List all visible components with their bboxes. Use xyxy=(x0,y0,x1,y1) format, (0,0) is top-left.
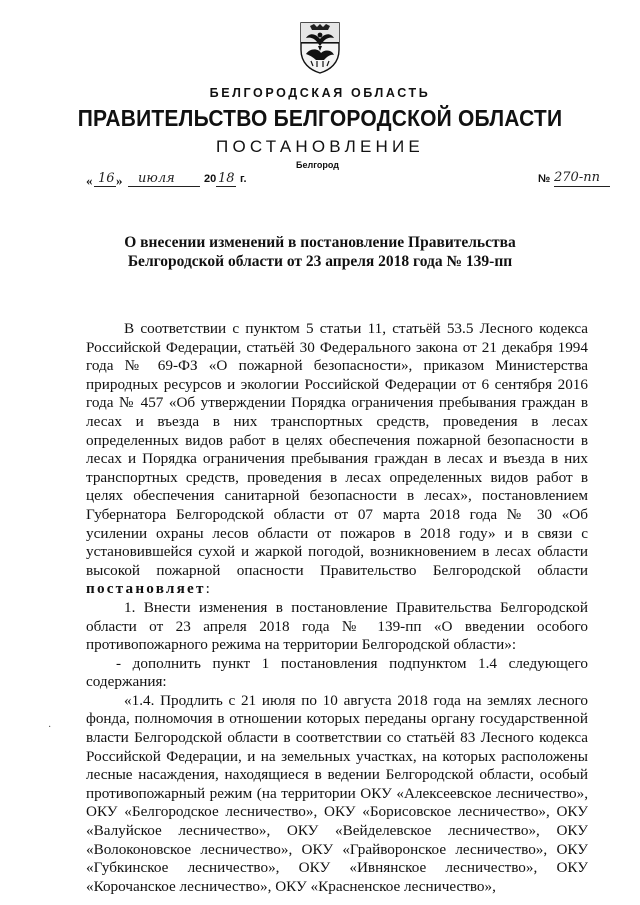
decree-colon: : xyxy=(205,580,210,598)
preamble-paragraph xyxy=(86,320,588,599)
number-value: 270-пп xyxy=(554,170,600,185)
government-name: ПРАВИТЕЛЬСТВО БЕЛГОРОДСКОЙ ОБЛАСТИ xyxy=(77,106,563,132)
date-month-underline xyxy=(128,186,200,187)
date-year-prefix: 20 xyxy=(204,173,217,185)
document-body xyxy=(86,320,588,896)
date-day-underline xyxy=(94,186,116,187)
city-name: Белгород xyxy=(296,160,339,170)
date-year-mark: г. xyxy=(240,173,247,185)
number-sign: № xyxy=(538,173,551,185)
date-year-suffix: 18 xyxy=(218,171,235,186)
coat-of-arms-emblem xyxy=(298,20,342,74)
date-open-quote: « xyxy=(86,173,93,188)
item-1-paragraph: 1. Внести изменения в постановление Правительства Белгородской области от 23 апреля 2018 года № 139-пп «О введении особого противопожарного режима на территории Белгородской области»: xyxy=(86,598,588,654)
region-name: БЕЛГОРОДСКАЯ ОБЛАСТЬ xyxy=(209,86,431,100)
margin-mark: · xyxy=(48,722,52,733)
decree-word: постановляет xyxy=(86,580,206,598)
date-day: 16 xyxy=(98,171,115,186)
date-year-underline xyxy=(216,186,236,187)
title-line-1: О внесении изменений в постановление Правительства xyxy=(124,234,516,251)
date-month: июля xyxy=(138,171,175,186)
item-1-sub-paragraph: - дополнить пункт 1 постановления подпунктом 1.4 следующего содержания: xyxy=(86,654,588,691)
number-underline xyxy=(554,186,610,187)
document-type: ПОСТАНОВЛЕНИЕ xyxy=(216,137,424,156)
document-date xyxy=(86,172,556,190)
document-title xyxy=(0,233,640,271)
item-1-4-paragraph: «1.4. Продлить с 21 июля по 10 августа 2018 года на землях лесного фонда, полномочия в отношении которых переданы органу государственной власти Белгородской области в соответствии со статьёй 83 Лесного кодекса Российской Федерации, и на земельных участках, на которых расположены лесные насаждения, находящиеся в ведении Белгородской области, особый противопожарный режим (на территории ОКУ «Алексеевское лесничество», ОКУ «Белгородское лесничество», ОКУ «Борисовское лесничество», ОКУ «Валуйское лесничество», ОКУ «Вейделевское лесничество», ОКУ «Волоконовское лесничество», ОКУ «Грайворонское лесничество», ОКУ «Губкинское лесничество», ОКУ «Ивнянское лесничество», ОКУ «Корочанское лесничество», ОКУ «Красненское лесничество», xyxy=(86,691,588,895)
title-line-2: Белгородской области от 23 апреля 2018 года № 139-пп xyxy=(127,253,513,270)
date-close-quote: » xyxy=(116,173,123,188)
preamble-text: В соответствии с пунктом 5 статьи 11, статьёй 53.5 Лесного кодекса Российской Федерации, статьёй 30 Федерального закона от 21 декабря 1994 года № 69-ФЗ «О пожарной безопасности», приказом Министерства природных ресурсов и экологии Российской Федерации от 6 сентября 2016 года № 457 «Об утверждении Порядка ограничения пребывания граждан в лесах и въезда в них транспортных средств, проведения в лесах определенных видов работ в целях обеспечения пожарной безопасности в лесах и Порядка ограничения пребывания граждан в лесах и въезда в них транспортных средств, проведения в лесах определенных видов работ в целях обеспечения санитарной безопасности в лесах», постановлением Губернатора Белгородской области от 07 марта 2018 года № 30 «Об усилении охраны лесов области от пожаров в 2018 году» и в связи с установившейся сухой и жаркой погодой, возникновением в лесах области высокой пожарной опасности Правительство Белгородской области xyxy=(86,320,588,579)
document-number xyxy=(538,172,628,190)
